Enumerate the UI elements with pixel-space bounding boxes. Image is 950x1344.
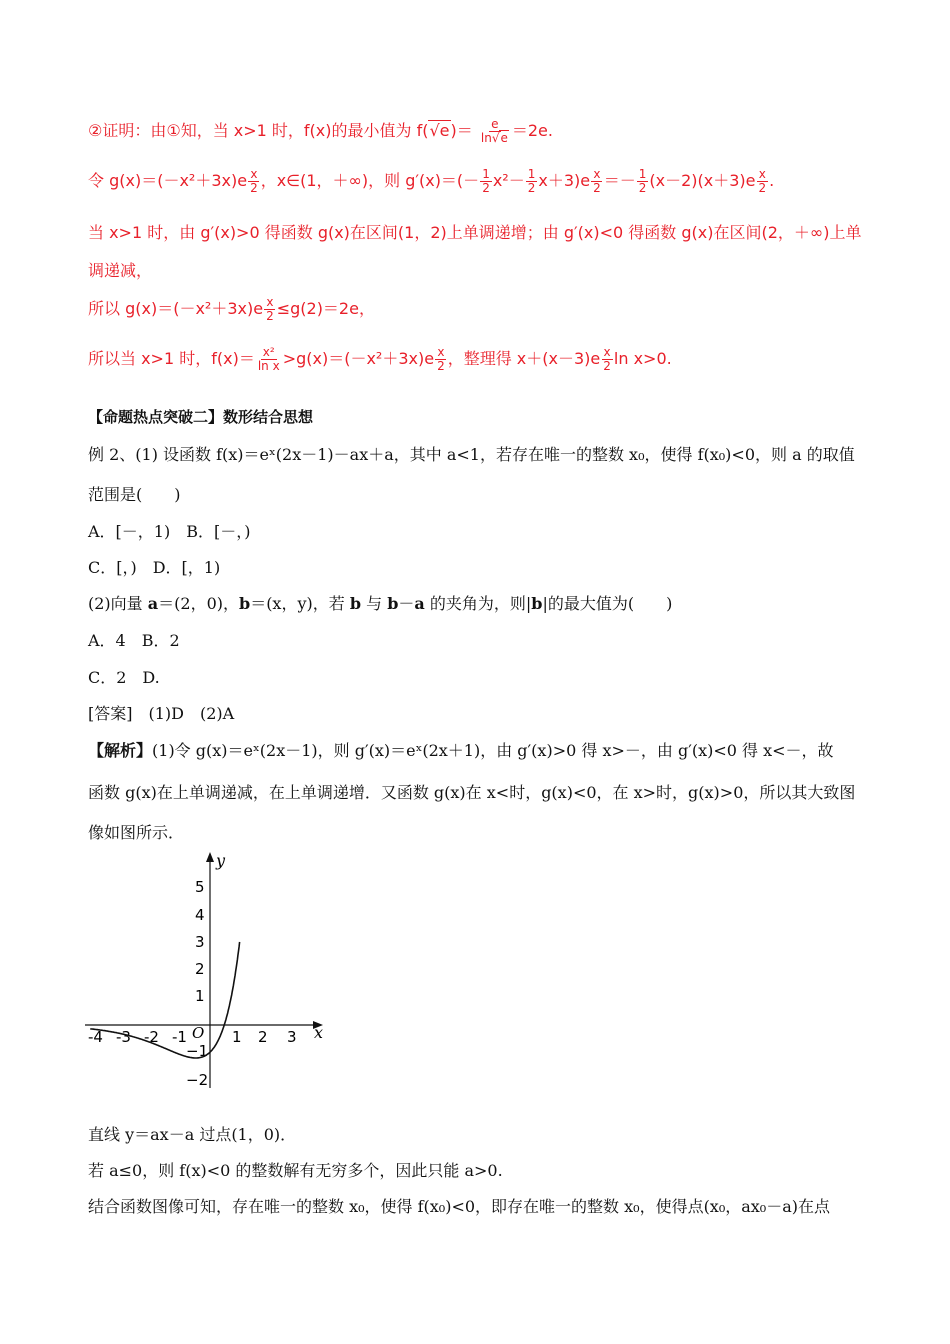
text: )＝: [450, 121, 473, 141]
numerator: 1: [638, 167, 647, 181]
vector-a: a: [147, 594, 159, 613]
curve-gx: [90, 942, 239, 1058]
question-1-line-2: 范围是( ): [88, 485, 181, 504]
text: .: [769, 171, 775, 191]
x-tick-neg2: -2: [144, 1028, 159, 1046]
denominator: 2: [603, 359, 611, 374]
analysis-label: 【解析】: [88, 741, 153, 760]
y-axis-arrow: [206, 852, 214, 862]
text: ，整理得 x＋(x－3)e: [447, 349, 601, 369]
proof-line-4: 调递减，: [88, 261, 153, 280]
numerator: x: [437, 345, 445, 359]
text: >g(x)＝(－x²＋3x)e: [282, 349, 435, 369]
numerator: x: [758, 167, 766, 181]
question-2: [88, 591, 672, 614]
options2-cd: C．2 D.: [88, 668, 160, 687]
proof-line-6: [88, 346, 672, 373]
numerator: x: [266, 295, 274, 309]
options2-ab: A．4 B．2: [88, 631, 180, 650]
analysis-line-3: 像如图所示．: [88, 823, 185, 842]
text: ＝(2，0)，: [158, 594, 239, 613]
y-tick-neg2: −2: [186, 1071, 209, 1089]
fraction: [435, 346, 447, 373]
y-tick-2: 2: [195, 960, 205, 978]
analysis-after-3: 结合函数图像可知，存在唯一的整数 x₀，使得 f(x₀)<0，即存在唯一的整数 x₀，使得点(x₀，ax₀－a)在点: [88, 1197, 831, 1216]
text: (x－2)(x＋3)e: [649, 171, 756, 191]
vector-b: b: [387, 594, 399, 613]
numerator: x: [593, 167, 601, 181]
text: ，x∈(1，＋∞)，则 g′(x)＝(－: [260, 171, 480, 191]
y-axis-label: y: [216, 851, 226, 870]
fraction: [479, 118, 511, 145]
x-tick-neg4: -4: [88, 1028, 103, 1046]
denominator: 2: [482, 181, 490, 196]
denominator: 2: [593, 181, 601, 196]
numerator: x: [603, 345, 611, 359]
text: ＝2e.: [511, 121, 553, 141]
vector-b: b: [239, 594, 251, 613]
denominator: 2: [638, 181, 647, 196]
fraction: [757, 168, 769, 195]
options-ab: A．[－，1) B．[－，): [88, 522, 251, 541]
text: (2)向量: [88, 594, 148, 613]
text: 与: [361, 594, 388, 613]
question-1-line-1: 例 2、(1) 设函数 f(x)＝eˣ(2x－1)－ax＋a，其中 a<1，若存在唯一的整数 x₀，使得 f(x₀)<0，则 a 的取值: [88, 445, 855, 464]
vector-b: b: [349, 594, 362, 613]
fraction: [480, 168, 492, 195]
fraction: [248, 168, 260, 195]
analysis-after-2: 若 a≤0，则 f(x)<0 的整数解有无穷多个，因此只能 a>0.: [88, 1161, 503, 1180]
numerator: e: [491, 117, 499, 131]
x-tick-neg1: -1: [172, 1028, 187, 1046]
x-tick-2: 2: [258, 1028, 268, 1046]
y-tick-neg1: −1: [186, 1042, 209, 1060]
denominator: 2: [758, 181, 767, 196]
y-tick-1: 1: [195, 987, 205, 1005]
proof-line-5: [88, 296, 375, 323]
text: 所以当 x>1 时，f(x)＝: [88, 349, 255, 369]
proof-line-3: 当 x>1 时，由 g′(x)>0 得函数 g(x)在区间(1，2)上单调递增；由 g′(x)<0 得函数 g(x)在区间(2，＋∞)上单: [88, 223, 862, 242]
fraction: [256, 346, 282, 373]
text: 令 g(x)＝(－x²＋3x)e: [88, 171, 248, 191]
text: e: [500, 131, 508, 146]
proof-line-1: [88, 118, 553, 145]
text: ＝(x，y)，若: [250, 594, 350, 613]
section-title: 【命题热点突破二】数形结合思想: [88, 408, 314, 426]
vector-b: b: [531, 594, 543, 613]
text: ln x>0.: [613, 349, 672, 369]
text: e: [439, 121, 450, 141]
function-graph: [80, 848, 340, 1098]
text: －: [398, 594, 415, 613]
fraction: [526, 168, 538, 195]
denominator: 2: [527, 181, 536, 196]
numerator: x: [250, 167, 258, 181]
analysis-after-1: 直线 y＝ax－a 过点(1，0)．: [88, 1125, 297, 1144]
x-tick-1: 1: [232, 1028, 242, 1046]
text: ≤g(2)＝2e，: [276, 299, 375, 319]
numerator: 1: [482, 167, 490, 181]
text: ②证明：由①知，当 x>1 时，f(x)的最小值为 f(: [88, 121, 429, 141]
denominator: 2: [266, 309, 274, 324]
denominator: ln x: [257, 359, 280, 374]
sqrt-expr: √e: [429, 121, 450, 141]
origin-label: O: [192, 1024, 205, 1042]
text: 所以 g(x)＝(－x²＋3x)e: [88, 299, 264, 319]
fraction: [637, 168, 649, 195]
y-tick-4: 4: [195, 906, 205, 924]
answer: [答案] (1)D (2)A: [88, 704, 235, 723]
analysis-line-2: 函数 g(x)在上单调递减，在上单调递增．又函数 g(x)在 x<时，g(x)<0，在 x>时，g(x)>0，所以其大致图: [88, 783, 856, 802]
x-tick-3: 3: [287, 1028, 297, 1046]
text: ＝－: [603, 171, 636, 191]
denominator: 2: [437, 359, 445, 374]
fraction: [601, 346, 613, 373]
text: x＋3)e: [538, 171, 591, 191]
analysis-line-1: [88, 738, 834, 761]
proof-line-2: [88, 168, 774, 195]
fraction: [264, 296, 276, 323]
denominator: ln√e: [480, 131, 508, 146]
text: |的最大值为( ): [542, 594, 673, 613]
text: x²－: [492, 171, 525, 191]
vector-a: a: [414, 594, 425, 613]
text: 的夹角为，则|: [424, 594, 532, 613]
options-cd: C．[，) D．[，1): [88, 558, 221, 577]
y-tick-3: 3: [195, 933, 205, 951]
x-axis-label: x: [314, 1023, 324, 1042]
denominator: 2: [250, 181, 258, 196]
text: ln: [480, 131, 492, 146]
numerator: x²: [262, 345, 275, 359]
y-tick-5: 5: [195, 878, 205, 896]
text: (1)令 g(x)＝eˣ(2x－1)，则 g′(x)＝eˣ(2x＋1)，由 g′(x)>0 得 x>－，由 g′(x)<0 得 x<－，故: [152, 741, 834, 760]
x-tick-neg3: -3: [116, 1028, 131, 1046]
fraction: [591, 168, 603, 195]
numerator: 1: [527, 167, 536, 181]
